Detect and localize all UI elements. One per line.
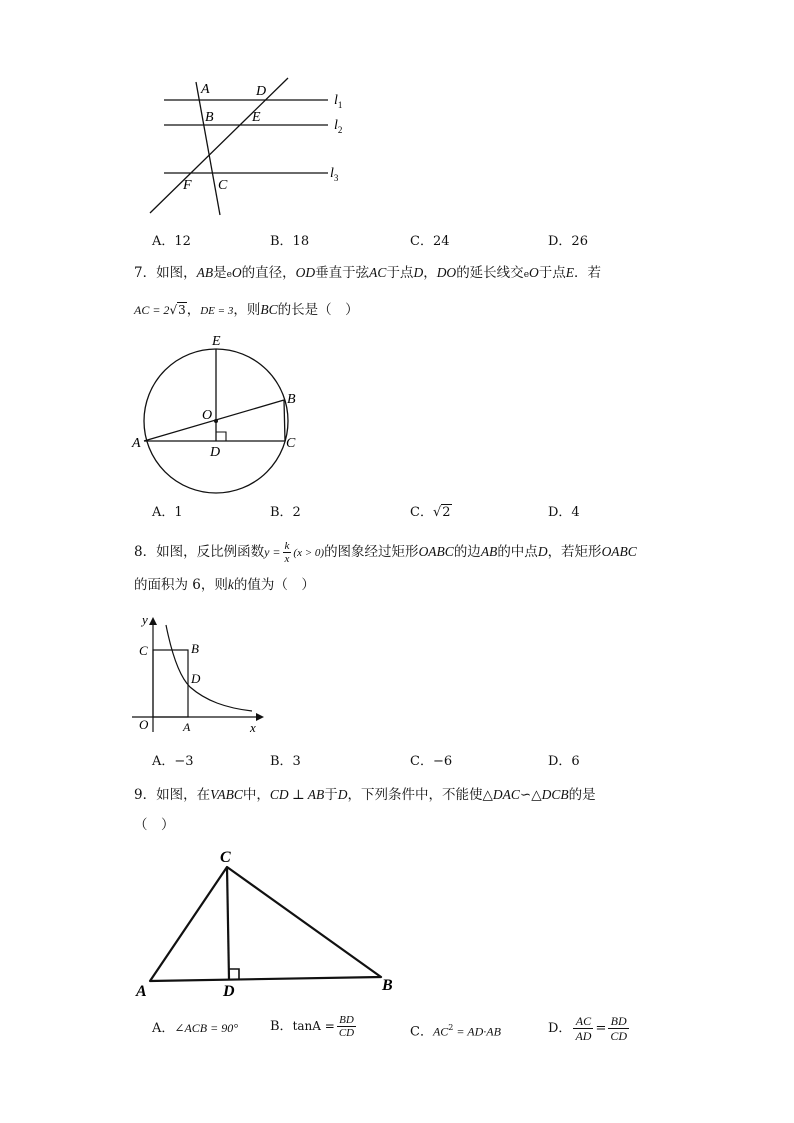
label-y: y (142, 612, 148, 627)
x-axis-arrow (256, 713, 264, 721)
label-C: C (220, 849, 231, 866)
rectangle-oabc (153, 650, 188, 717)
label-D: D (256, 84, 267, 99)
q9-option-b[interactable]: B．tanA = $\frac{BD}{CD}$ (270, 1014, 355, 1039)
q8-option-d[interactable]: D．6 (548, 754, 580, 769)
q8-option-a[interactable]: A．−3 (152, 754, 194, 769)
q7-option-d[interactable]: D．4 (548, 505, 580, 520)
label-C: C (286, 436, 296, 451)
center-point (214, 419, 218, 423)
q7-option-b[interactable]: B．2 (270, 505, 301, 520)
q7-figure (128, 328, 318, 498)
q8-stem-line2: 的面积为 6，则k的值为（ ） (134, 577, 315, 593)
q9-option-a[interactable]: A．∠ACB = 90° (152, 1021, 239, 1036)
right-angle-mark (229, 969, 239, 979)
triangle-abc (150, 867, 381, 981)
q8-stem-line1: 8．如图，反比例函数y = $\frac{k}{x}$ (x > 0)的图象经过矩形OABC的边AB的中点D，若矩形OABC (134, 540, 637, 565)
label-A: A (132, 436, 141, 451)
label-x: x (250, 720, 256, 735)
q9-option-d[interactable]: D． $\frac{AC}{AD}$ = $\frac{BD}{CD}$ (548, 1014, 628, 1043)
label-C: C (139, 643, 148, 658)
q7-stem-line1: 7．如图，AB是eO的直径，OD垂直于弦AC于点D，DO的延长线交eO于点E．若 (134, 265, 602, 281)
label-D: D (223, 983, 235, 1000)
q6-figure (140, 70, 370, 220)
right-angle-mark (216, 432, 226, 441)
label-O: O (139, 717, 149, 732)
altitude-cd (227, 867, 229, 979)
y-axis-arrow (149, 617, 157, 625)
label-B: B (205, 110, 214, 125)
label-l2: $l_2$ (334, 118, 343, 135)
label-A: A (183, 720, 191, 734)
label-B: B (287, 392, 296, 407)
chord-bc (284, 400, 285, 441)
q8-option-c[interactable]: C．−6 (410, 754, 453, 769)
q8-figure (128, 607, 278, 737)
label-B: B (382, 977, 393, 994)
label-l3: $l_3$ (330, 166, 339, 183)
label-C: C (218, 178, 228, 193)
label-B: B (191, 641, 199, 656)
q6-option-c[interactable]: C．24 (410, 234, 450, 249)
q8-option-b[interactable]: B．3 (270, 754, 301, 769)
q9-stem-line2: （ ） (134, 817, 175, 833)
q6-option-b[interactable]: B．18 (270, 234, 310, 249)
label-D: D (191, 671, 201, 686)
hyperbola-curve (166, 625, 252, 711)
q6-option-a[interactable]: A．12 (152, 234, 191, 249)
q9-option-c[interactable]: C．$AC^2 = AD\cdot AB$ (410, 1023, 501, 1040)
label-A: A (136, 983, 147, 1000)
label-O: O (202, 408, 213, 423)
label-D: D (210, 445, 221, 460)
label-A: A (201, 82, 210, 97)
q9-stem-line1: 9．如图，在VABC中，CD ⊥ AB于D，下列条件中，不能使△DAC∽△DCB的是 (134, 787, 596, 803)
label-F: F (183, 178, 192, 193)
label-E: E (252, 110, 261, 125)
q7-option-a[interactable]: A．1 (152, 505, 183, 520)
q7-option-c[interactable]: C．√2 (410, 505, 451, 520)
diameter-ab (144, 400, 284, 441)
label-l1: $l_1$ (334, 93, 343, 110)
q9-figure (128, 842, 408, 1002)
q6-option-d[interactable]: D．26 (548, 234, 588, 249)
q7-stem-line2: AC = 2√3，DE = 3，则BC的长是（ ） (134, 302, 359, 318)
label-E: E (212, 334, 221, 349)
